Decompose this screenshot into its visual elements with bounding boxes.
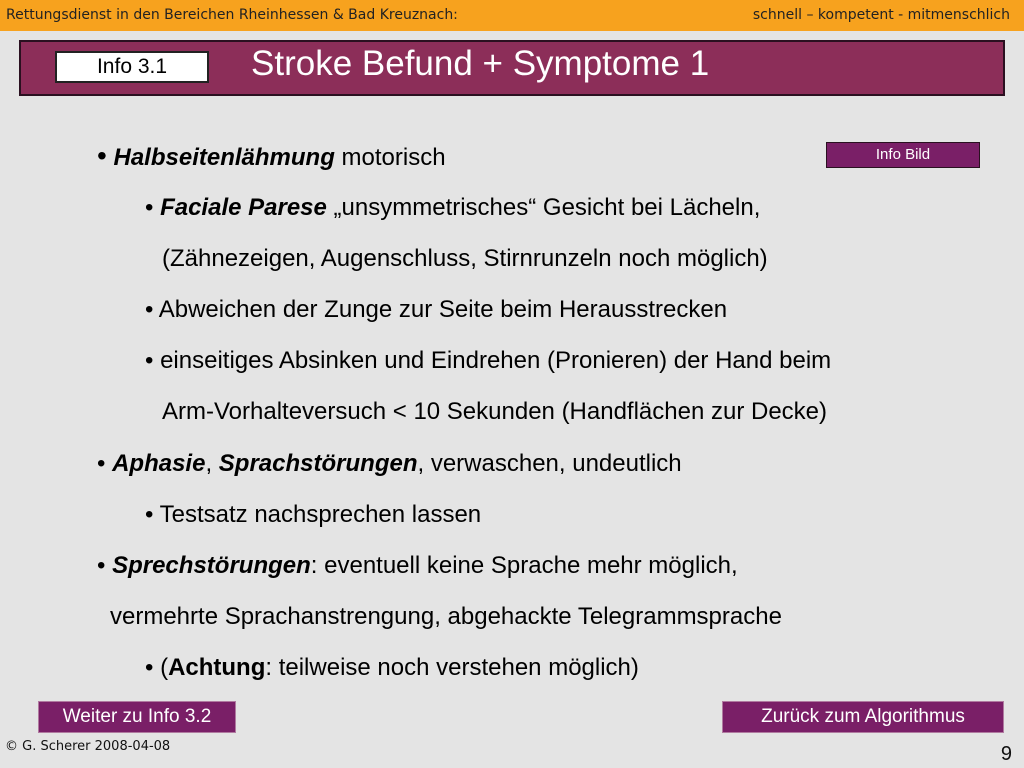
- bullet-marker: •: [145, 194, 154, 221]
- bullet-line-11: [145, 654, 639, 682]
- line-text: , verwaschen, undeutlich: [417, 450, 682, 477]
- bullet-line-7: [97, 450, 682, 478]
- next-info-button[interactable]: Weiter zu Info 3.2: [38, 701, 236, 733]
- slide-title: Stroke Befund + Symptome 1: [251, 44, 710, 83]
- title-bar: [19, 40, 1005, 96]
- term-achtung: Achtung: [168, 654, 266, 681]
- line-text: motorisch: [334, 144, 446, 171]
- term-halbseitenlaehmung: Halbseitenlähmung: [113, 144, 335, 171]
- term-sprachstoerungen: Sprachstörungen: [218, 450, 418, 477]
- bullet-line-8: • Testsatz nachsprechen lassen: [145, 501, 482, 528]
- line-text: „unsymmetrisches“ Gesicht bei Lächeln,: [326, 194, 761, 221]
- bullet-marker: •: [97, 552, 106, 579]
- bullet-line-1: [97, 140, 446, 172]
- separator: ,: [205, 450, 219, 477]
- line-6: Arm-Vorhalteversuch < 10 Sekunden (Handflächen zur Decke): [162, 398, 828, 425]
- bullet-marker: •: [97, 450, 106, 477]
- bullet-marker: •: [97, 140, 107, 171]
- line-10: vermehrte Sprachanstrengung, abgehackte Telegrammsprache: [110, 603, 782, 630]
- header-left-text: Rettungsdienst in den Bereichen Rheinhessen & Bad Kreuznach:: [6, 7, 458, 23]
- term-faciale-parese: Faciale Parese: [160, 194, 327, 221]
- line-text: : teilweise noch verstehen möglich): [265, 654, 639, 681]
- term-sprechstoerungen: Sprechstörungen: [112, 552, 311, 579]
- copyright-text: © G. Scherer 2008-04-08: [5, 739, 171, 754]
- bullet-line-4: • Abweichen der Zunge zur Seite beim Herausstrecken: [145, 296, 728, 323]
- term-aphasie: Aphasie: [112, 450, 206, 477]
- line-text: : eventuell keine Sprache mehr möglich,: [310, 552, 738, 579]
- page-number: 9: [1000, 743, 1012, 765]
- info-badge: Info 3.1: [55, 51, 209, 83]
- bullet-line-2: [145, 194, 760, 222]
- line-3: (Zähnezeigen, Augenschluss, Stirnrunzeln noch möglich): [162, 245, 768, 272]
- info-bild-button[interactable]: Info Bild: [826, 142, 980, 168]
- bullet-line-9: [97, 552, 738, 580]
- bullet-line-5: • einseitiges Absinken und Eindrehen (Pronieren) der Hand beim: [145, 347, 832, 374]
- header-right-text: schnell – kompetent - mitmenschlich: [752, 7, 1010, 23]
- line-prefix: • (: [145, 654, 169, 681]
- header-bar: [0, 0, 1024, 31]
- back-to-algorithm-button[interactable]: Zurück zum Algorithmus: [722, 701, 1004, 733]
